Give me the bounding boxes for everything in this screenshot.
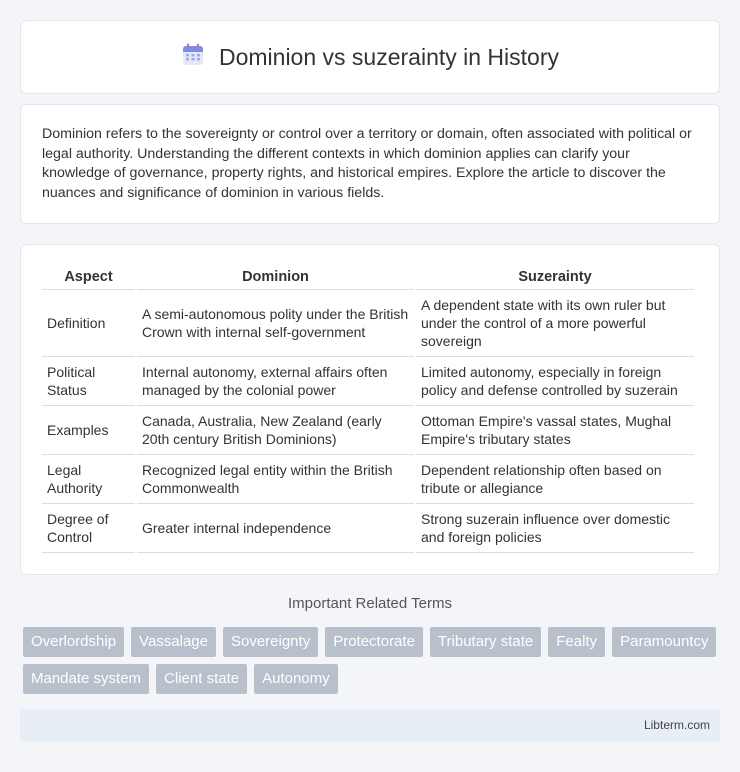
calendar-icon (181, 43, 205, 72)
table-row (42, 357, 694, 406)
table-row (42, 455, 694, 504)
cell-aspect: Examples (42, 406, 135, 455)
comparison-table-card (20, 244, 720, 575)
related-term-tag[interactable]: Mandate system (23, 664, 149, 694)
related-term-tag[interactable]: Fealty (548, 627, 605, 657)
related-term-tag[interactable]: Protectorate (325, 627, 423, 657)
related-terms-list (23, 627, 723, 694)
table-row (42, 406, 694, 455)
related-term-tag[interactable]: Overlordship (23, 627, 124, 657)
table-header-row (42, 265, 694, 290)
related-term-tag[interactable]: Vassalage (131, 627, 216, 657)
intro-card (20, 104, 720, 224)
related-term-tag[interactable]: Tributary state (430, 627, 541, 657)
cell-aspect: Degree of Control (42, 504, 135, 553)
header-inner (181, 43, 559, 72)
cell-suzerainty: Dependent relationship often based on tribute or allegiance (416, 455, 694, 504)
related-term-tag[interactable]: Sovereignty (223, 627, 318, 657)
cell-suzerainty: Limited autonomy, especially in foreign policy and defense controlled by suzerain (416, 357, 694, 406)
cell-suzerainty: A dependent state with its own ruler but under the control of a more powerful sovereign (416, 290, 694, 357)
related-terms-title: Important Related Terms (288, 595, 452, 612)
footer (20, 709, 720, 742)
header-dominion: Dominion (137, 265, 414, 290)
header-card (20, 20, 720, 94)
table-row (42, 504, 694, 553)
table-row (42, 290, 694, 357)
cell-aspect: Legal Authority (42, 455, 135, 504)
footer-brand-link[interactable]: Libterm.com (643, 718, 710, 732)
cell-dominion: Recognized legal entity within the British Commonwealth (137, 455, 414, 504)
related-term-tag[interactable]: Client state (156, 664, 247, 694)
cell-suzerainty: Ottoman Empire's vassal states, Mughal Empire's tributary states (416, 406, 694, 455)
cell-dominion: A semi-autonomous polity under the British Crown with internal self-government (137, 290, 414, 357)
comparison-table (40, 265, 696, 553)
related-term-tag[interactable]: Paramountcy (612, 627, 716, 657)
intro-text: Dominion refers to the sovereignty or control over a territory or domain, often associated with political or legal authority. Understanding the different contexts in which dominion applies can clarify your knowledge of governance, property rights, and historical empires. Explore the article to discover the nuances and significance of dominion in various fields. (42, 126, 692, 201)
cell-dominion: Canada, Australia, New Zealand (early 20th century British Dominions) (137, 406, 414, 455)
header-aspect: Aspect (42, 265, 135, 290)
cell-aspect: Definition (42, 290, 135, 357)
cell-dominion: Internal autonomy, external affairs often managed by the colonial power (137, 357, 414, 406)
page-title: Dominion vs suzerainty in History (218, 43, 559, 70)
cell-suzerainty: Strong suzerain influence over domestic and foreign policies (416, 504, 694, 553)
related-term-tag[interactable]: Autonomy (254, 664, 338, 694)
cell-dominion: Greater internal independence (137, 504, 414, 553)
header-suzerainty: Suzerainty (416, 265, 694, 290)
cell-aspect: Political Status (42, 357, 135, 406)
